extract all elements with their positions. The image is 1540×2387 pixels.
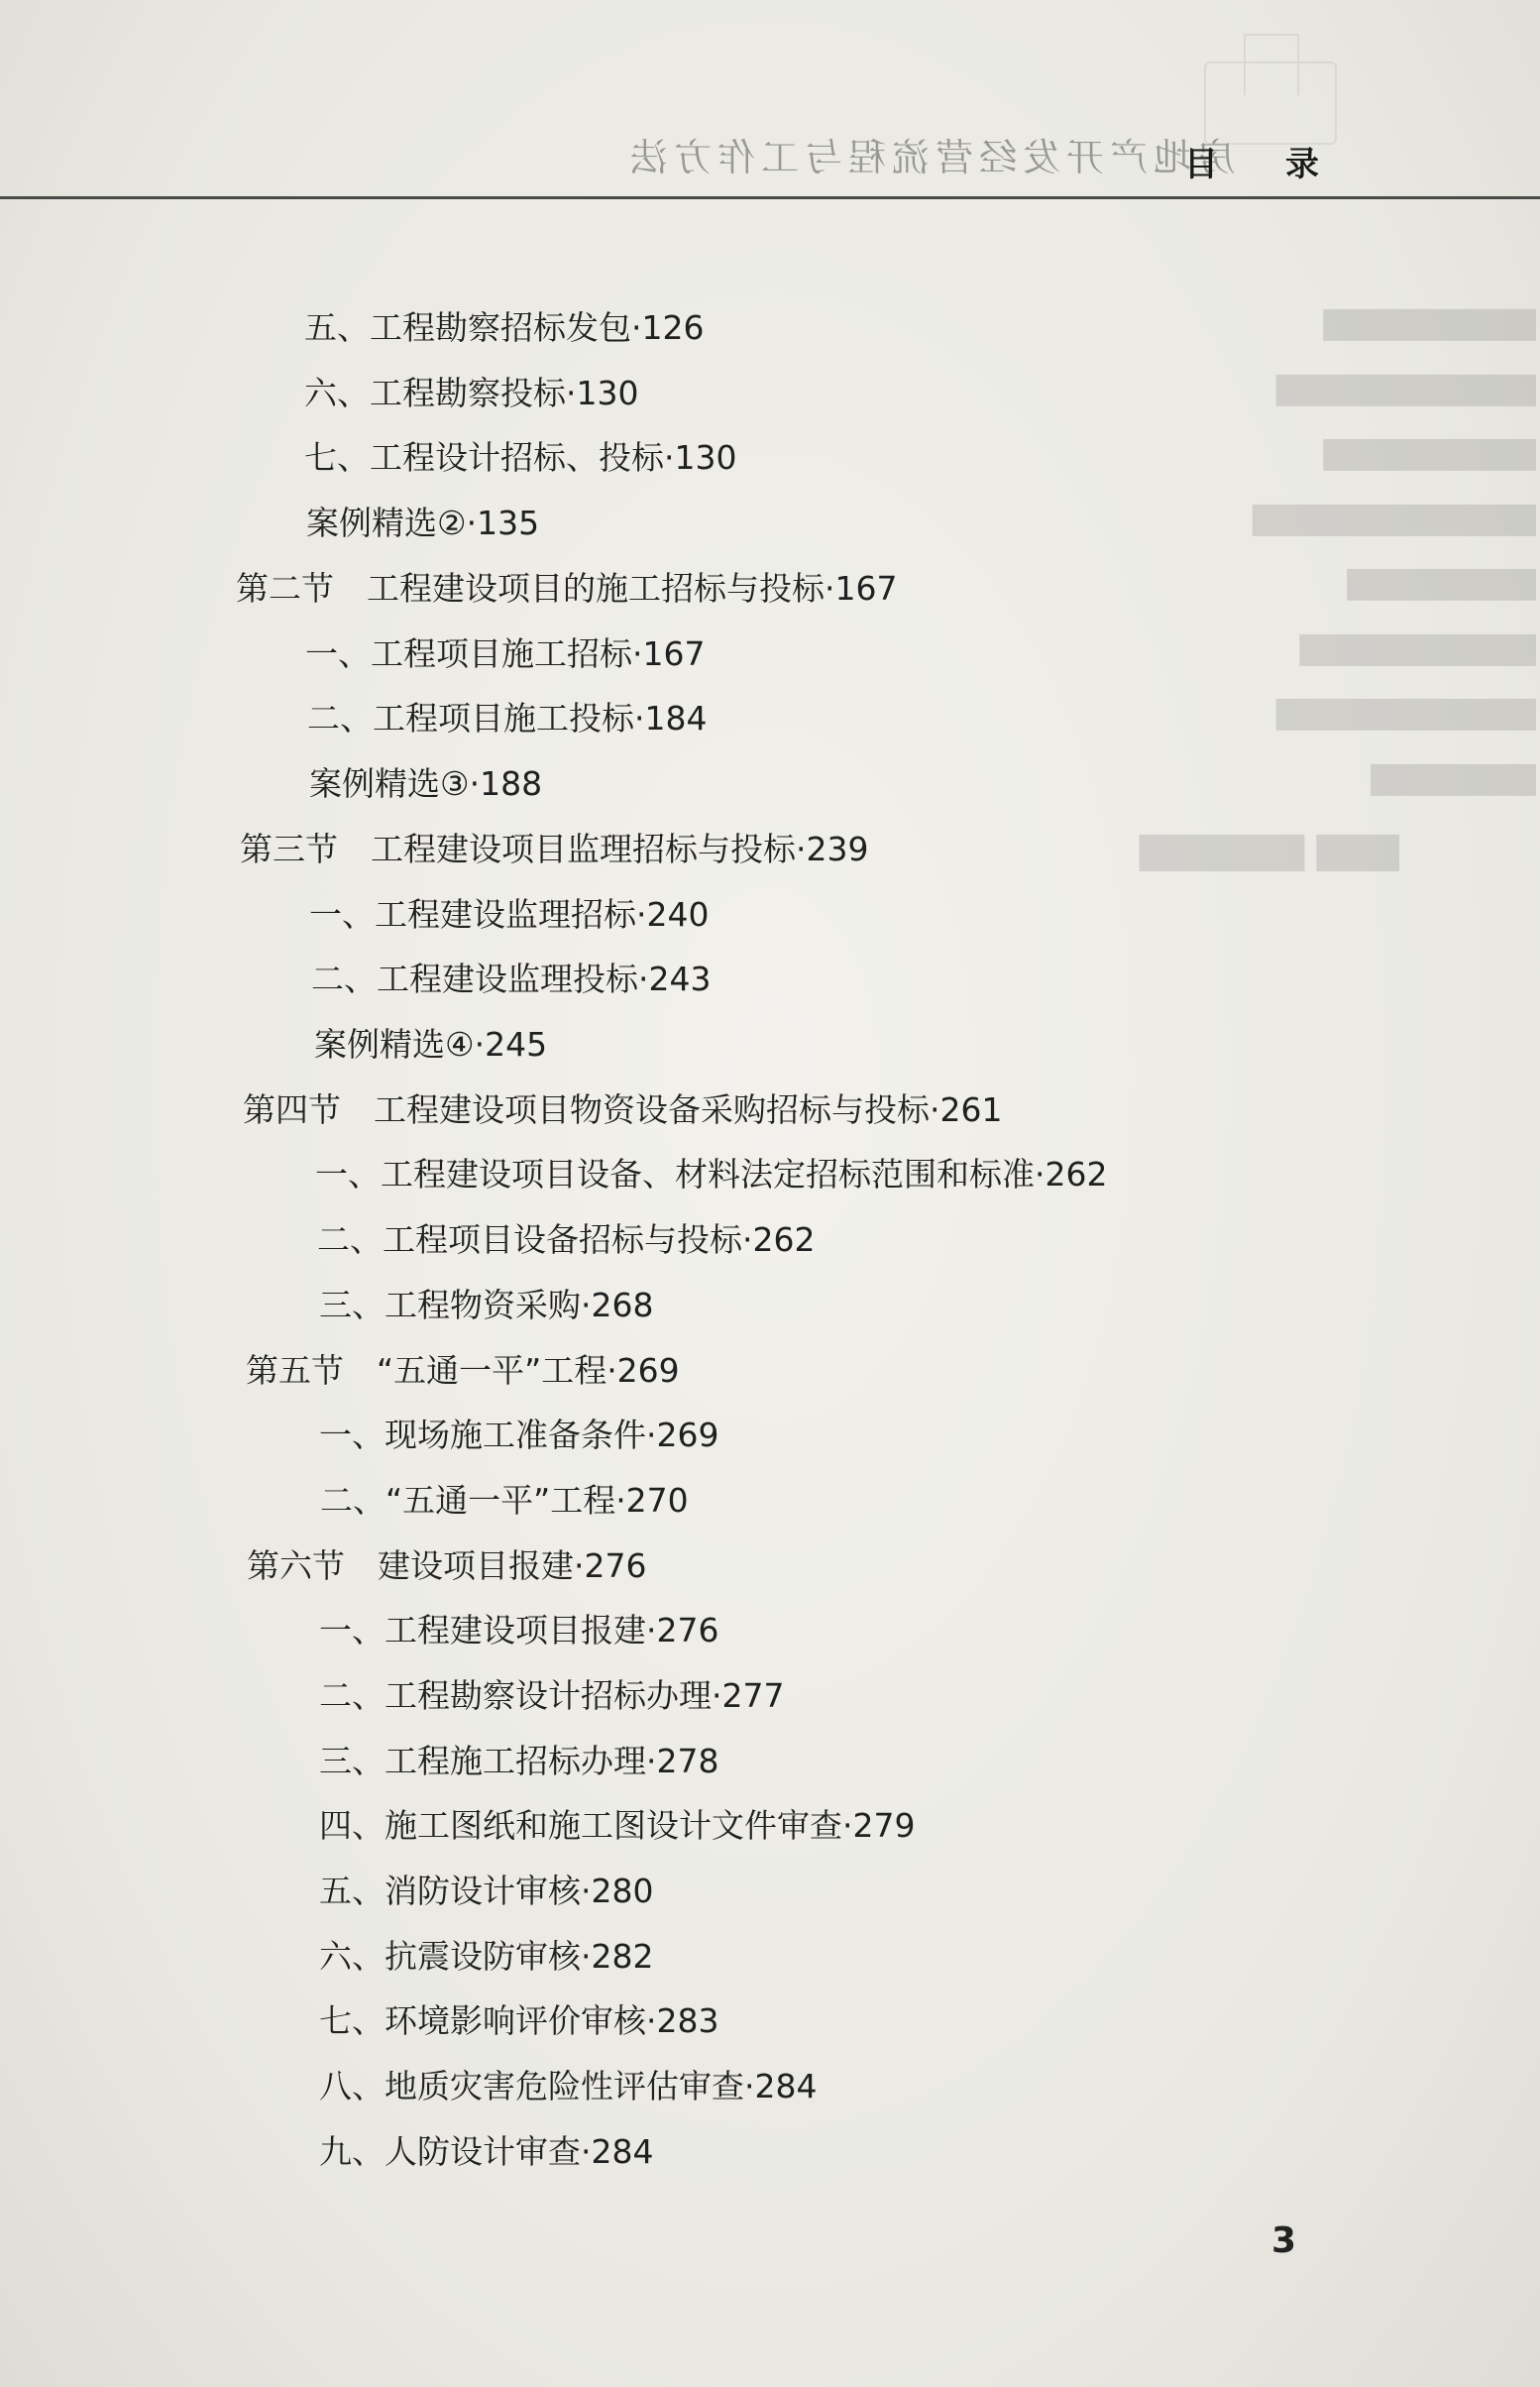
toc-entry[interactable]: 二、工程项目施工投标·184 xyxy=(307,699,708,738)
toc-entry[interactable]: 五、消防设计审核·280 xyxy=(319,1872,654,1910)
toc-entry[interactable]: 七、工程设计招标、投标·130 xyxy=(304,438,737,477)
toc-entry[interactable]: 一、工程建设项目报建·276 xyxy=(319,1611,719,1649)
toc-entry[interactable]: 三、工程物资采购·268 xyxy=(319,1286,654,1324)
toc-entry[interactable]: 案例精选②·135 xyxy=(306,504,540,542)
toc-section-heading[interactable]: 第四节 工程建设项目物资设备采购招标与投标·261 xyxy=(243,1090,1003,1129)
toc-entry[interactable]: 八、地质灾害危险性评估审查·284 xyxy=(319,2067,818,2105)
toc-entry[interactable]: 二、工程项目设备招标与投标·262 xyxy=(317,1220,816,1259)
toc-entry[interactable]: 一、现场施工准备条件·269 xyxy=(319,1416,719,1454)
toc-entry[interactable]: 三、工程施工招标办理·278 xyxy=(319,1742,719,1780)
toc-entry[interactable]: 七、环境影响评价审核·283 xyxy=(319,2001,719,2040)
toc-section-heading[interactable]: 第六节 建设项目报建·276 xyxy=(247,1546,647,1585)
toc-entry[interactable]: 五、工程勘察招标发包·126 xyxy=(304,308,705,347)
toc-entry[interactable]: 六、工程勘察投标·130 xyxy=(304,374,639,412)
toc-entry[interactable]: 二、“五通一平”工程·270 xyxy=(320,1481,689,1520)
toc-entry[interactable]: 九、人防设计审查·284 xyxy=(319,2132,654,2171)
toc-section-heading[interactable]: 第三节 工程建设项目监理招标与投标·239 xyxy=(240,830,869,868)
bleed-through-column: ▇▇▇▇▇▇▇▇▇ ▇▇▇▇▇▇▇▇▇▇▇ ▇▇▇▇▇▇▇▇▇ ▇▇▇▇▇▇▇▇▇▇▇▇ ▇▇▇▇▇▇▇▇ ▇▇▇▇▇▇▇▇▇▇ ▇▇▇▇▇▇▇▇▇▇▇ ▇▇▇▇▇▇▇ xyxy=(1252,305,1536,796)
toc-entry[interactable]: 案例精选④·245 xyxy=(314,1025,548,1064)
section-title: 目录 xyxy=(1184,145,1386,184)
running-header-book-title: 房地产开发经营流程与工作方法 xyxy=(624,136,1236,179)
toc-entry[interactable]: 四、施工图纸和施工图设计文件审查·279 xyxy=(319,1806,916,1845)
toc-section-heading[interactable]: 第二节 工程建设项目的施工招标与投标·167 xyxy=(236,569,898,608)
toc-entry[interactable]: 一、工程建设项目设备、材料法定招标范围和标准·262 xyxy=(315,1155,1108,1194)
toc-section-heading[interactable]: 第五节 “五通一平”工程·269 xyxy=(246,1351,680,1390)
toc-entry[interactable]: 二、工程勘察设计招标办理·277 xyxy=(319,1676,785,1715)
toc-entry[interactable]: 一、工程项目施工招标·167 xyxy=(305,634,706,673)
toc-entry[interactable]: 二、工程建设监理投标·243 xyxy=(311,960,712,998)
header-rule xyxy=(0,196,1540,199)
toc-entry[interactable]: 一、工程建设监理招标·240 xyxy=(309,895,710,934)
toc-entry[interactable]: 六、抗震设防审核·282 xyxy=(319,1937,654,1976)
toc-entry[interactable]: 案例精选③·188 xyxy=(309,764,543,803)
page-number: 3 xyxy=(1271,2220,1297,2261)
bleed-through-text: ▇▇▇ ▇▇▇▇▇▇ xyxy=(1140,831,1399,871)
